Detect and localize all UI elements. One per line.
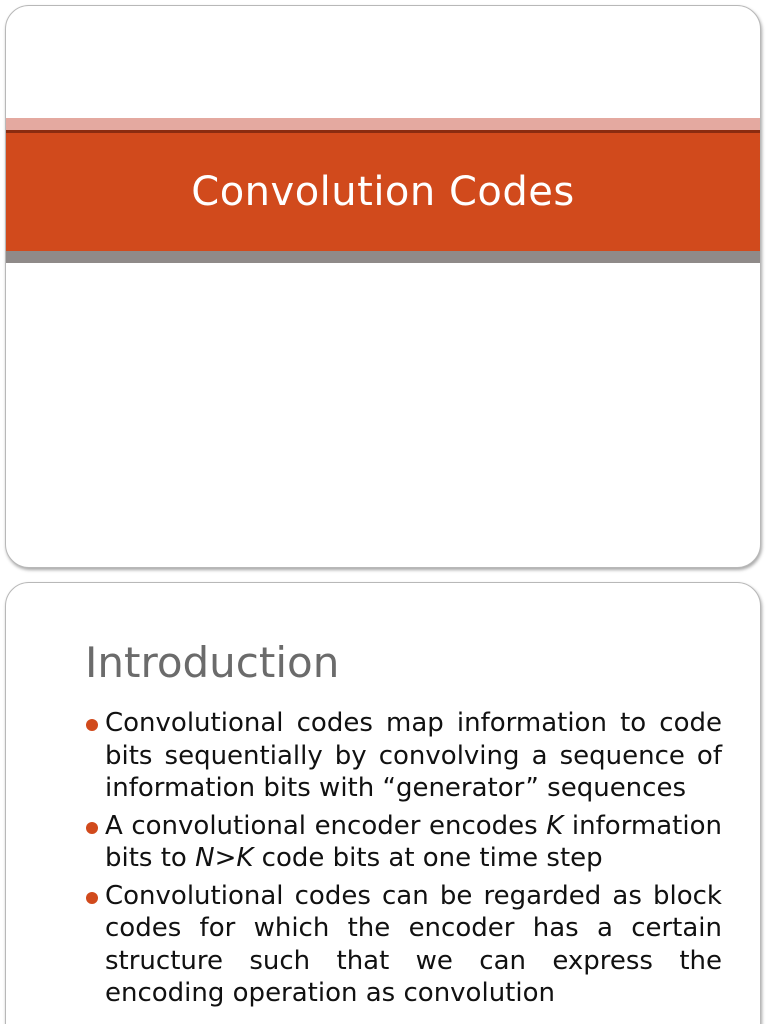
- introduction-slide: [5, 582, 761, 1024]
- slide-title: Convolution Codes: [191, 169, 575, 215]
- bullet-item-2: [105, 810, 722, 875]
- bullet-text: Convolutional codes can be regarded as block codes for which the encoder has a certain structure such that we can express the encoding operation as convolution: [105, 880, 722, 1008]
- variable-k: K: [236, 843, 254, 873]
- title-band: [6, 130, 760, 251]
- greater-than-sign: >: [214, 843, 237, 873]
- bullet-text: Convolutional codes map information to code bits sequentially by convolving a sequence of information bits with “generator” sequences: [105, 708, 722, 803]
- bullet-text-part: information bits to: [105, 810, 722, 873]
- bullet-text: [105, 811, 722, 874]
- variable-n: N: [195, 843, 215, 873]
- title-top-stripe: [6, 118, 760, 130]
- orange-dot-bullet-icon: [86, 822, 98, 834]
- orange-dot-bullet-icon: [86, 719, 98, 731]
- title-bottom-stripe: [6, 251, 760, 263]
- slide-heading: Introduction: [85, 638, 340, 687]
- bullet-list: [105, 707, 722, 1015]
- bullet-text-part: code bits at one time step: [253, 843, 603, 873]
- bullet-item-1: [105, 707, 722, 805]
- title-slide: [5, 5, 761, 568]
- bullet-text-part: A convolutional encoder encodes: [105, 810, 547, 841]
- variable-k: K: [546, 810, 564, 841]
- orange-dot-bullet-icon: [86, 892, 98, 904]
- bullet-item-3: [105, 880, 722, 1010]
